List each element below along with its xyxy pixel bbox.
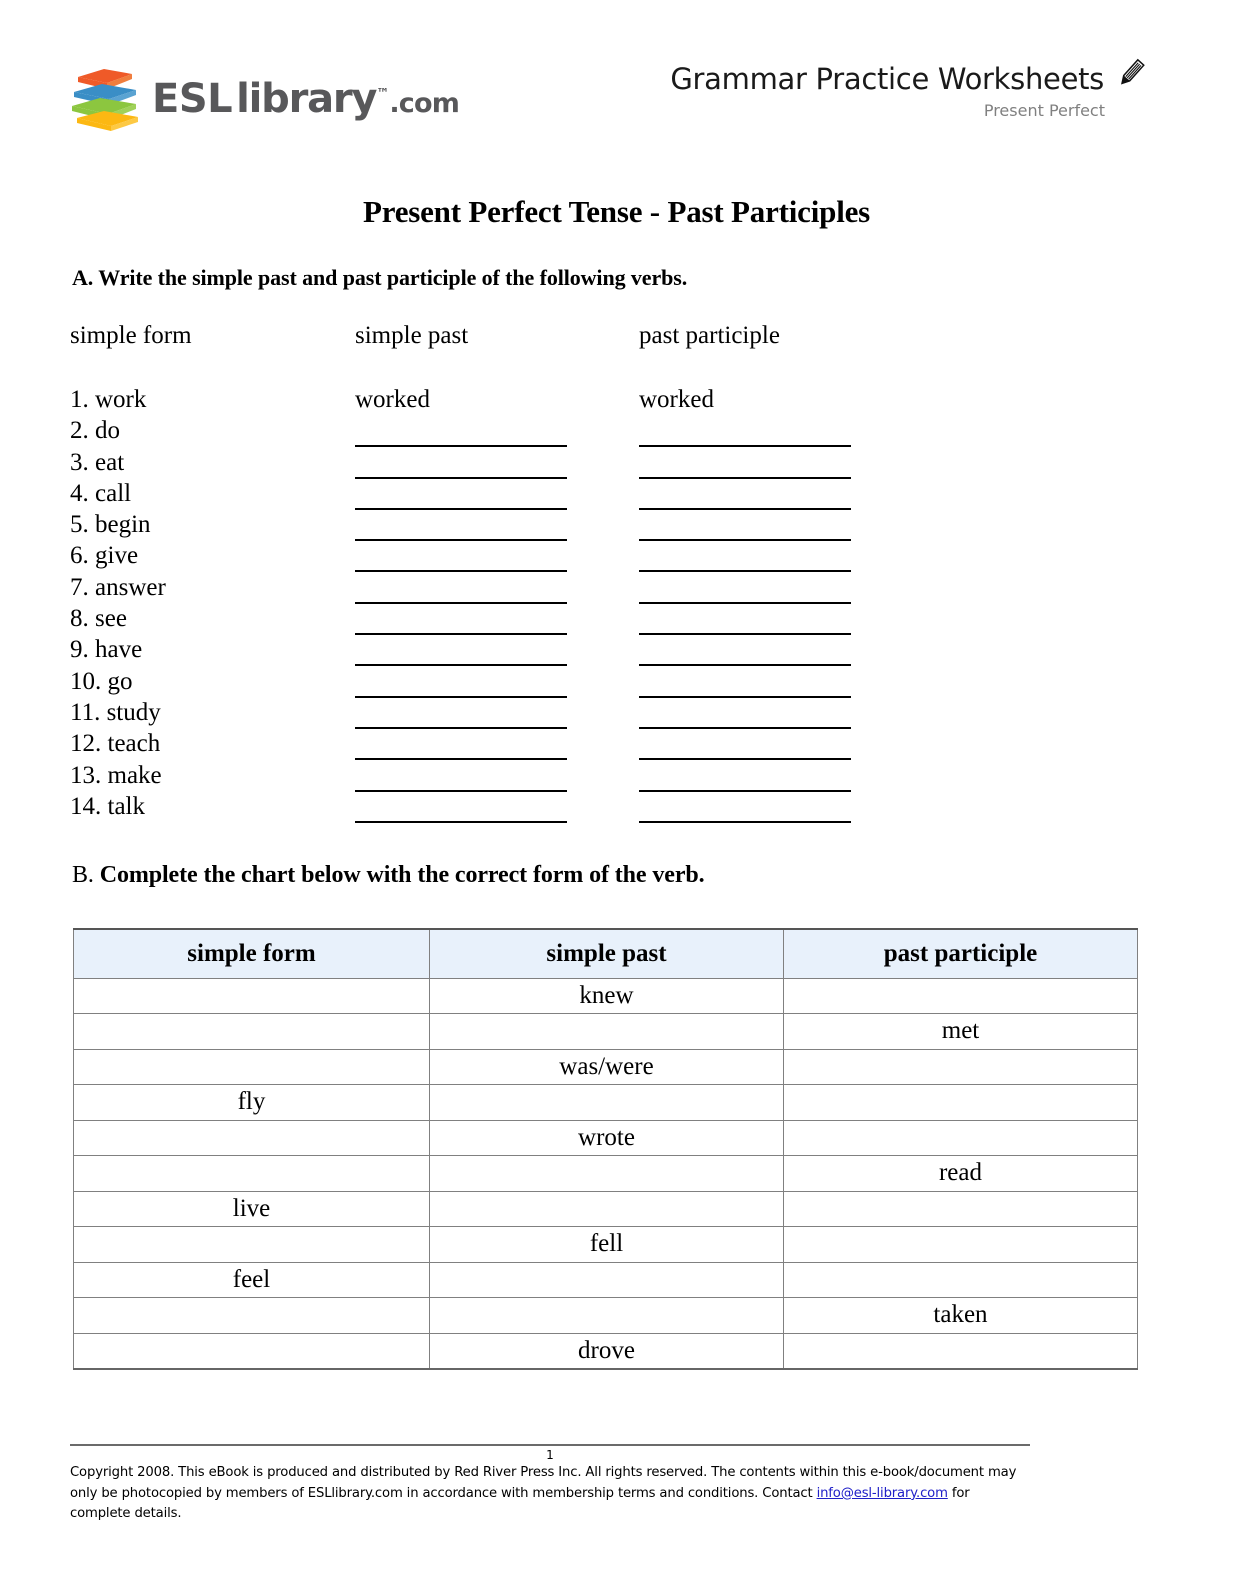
answer-blank-past-participle[interactable] (639, 445, 851, 447)
logo-wordmark (152, 76, 460, 122)
contact-email-link[interactable]: info@esl-library.com (816, 1485, 948, 1501)
cell-simple-form[interactable] (74, 1333, 430, 1369)
cell-simple-form[interactable] (74, 1156, 430, 1192)
page-number: 1 (546, 1448, 554, 1462)
table-header-simple-form: simple form (74, 929, 430, 978)
list-item (0, 793, 1233, 824)
list-item (0, 730, 1233, 761)
cell-simple-form[interactable] (74, 1227, 430, 1263)
list-item (0, 449, 1233, 480)
cell-past-participle[interactable]: read (784, 1156, 1138, 1192)
table-row (74, 1191, 1138, 1227)
table-row (74, 1120, 1138, 1156)
list-item (0, 480, 1233, 511)
cell-past-participle[interactable] (784, 1227, 1138, 1263)
section-b-chart (73, 928, 1137, 1370)
answer-blank-simple-past[interactable] (355, 821, 567, 823)
verb-word: call (95, 479, 132, 507)
cell-past-participle[interactable] (784, 1085, 1138, 1121)
cell-simple-past[interactable]: drove (430, 1333, 784, 1369)
page-footer (70, 1444, 1030, 1525)
verb-number: 11. (70, 698, 101, 726)
list-item (0, 542, 1233, 573)
page-title: Present Perfect Tense - Past Participles (362, 194, 871, 229)
stacked-books-icon (66, 60, 144, 132)
cell-simple-past[interactable]: fell (430, 1227, 784, 1263)
cell-simple-form[interactable]: feel (74, 1262, 430, 1298)
answer-blank-past-participle[interactable] (639, 508, 851, 510)
cell-past-participle[interactable]: taken (784, 1298, 1138, 1334)
verb-word: study (106, 698, 161, 726)
answer-blank-past-participle[interactable] (639, 664, 851, 666)
verb-word: work (95, 386, 147, 413)
verb-number: 13. (70, 761, 102, 789)
answer-blank-simple-past[interactable] (355, 758, 567, 760)
table-row (74, 1014, 1138, 1050)
cell-simple-form[interactable] (74, 1014, 430, 1050)
copyright-line-2-after: for complete details. (70, 1485, 970, 1522)
table-header-row (74, 929, 1138, 978)
cell-past-participle[interactable] (784, 1049, 1138, 1085)
esl-library-logo (66, 60, 459, 132)
header-title-block (670, 62, 1147, 120)
logo-text-dotcom: .com (389, 88, 460, 119)
copyright-line-1: Copyright 2008. This eBook is produced and distributed by Red River Press Inc. All rights reserved. The contents within this e-book/document may only be (70, 1465, 1017, 1501)
verb-number: 9. (70, 636, 89, 664)
table-row (74, 1049, 1138, 1085)
verb-number: 2. (70, 417, 89, 445)
answer-blank-simple-past[interactable] (355, 602, 567, 604)
list-item (0, 762, 1233, 793)
cell-past-participle[interactable] (784, 1191, 1138, 1227)
table-row (74, 1085, 1138, 1121)
cell-past-participle[interactable]: met (784, 1014, 1138, 1050)
header-subtitle: Present Perfect (983, 101, 1105, 120)
answer-simple-past: worked (355, 386, 430, 413)
verb-word: talk (107, 792, 145, 820)
answer-blank-simple-past[interactable] (355, 508, 567, 510)
cell-simple-form[interactable] (74, 1120, 430, 1156)
cell-simple-past[interactable]: wrote (430, 1120, 784, 1156)
cell-past-participle[interactable] (784, 1262, 1138, 1298)
page-header (0, 52, 1233, 152)
cell-simple-past[interactable] (430, 1014, 784, 1050)
cell-simple-form[interactable] (74, 978, 430, 1014)
table-row (74, 978, 1138, 1014)
column-header-simple-form: simple form (70, 322, 192, 349)
list-item (0, 386, 1233, 417)
verb-number: 3. (70, 448, 89, 476)
verb-word: have (95, 636, 143, 664)
verb-number: 8. (70, 605, 89, 633)
column-header-past-participle: past participle (639, 322, 780, 349)
cell-simple-past[interactable] (430, 1191, 784, 1227)
verb-word: answer (95, 573, 166, 601)
table-row (74, 1156, 1138, 1192)
section-a-heading: A. Write the simple past and past participle of the following verbs. (72, 265, 688, 290)
logo-text-library: library (236, 76, 377, 122)
section-a-verb-list (0, 386, 1233, 824)
answer-blank-simple-past[interactable] (355, 727, 567, 729)
cell-simple-form[interactable]: fly (74, 1085, 430, 1121)
answer-blank-simple-past[interactable] (355, 477, 567, 479)
answer-blank-simple-past[interactable] (355, 570, 567, 572)
verb-chart-table (73, 928, 1138, 1370)
table-row (74, 1333, 1138, 1369)
verb-word: go (107, 667, 133, 695)
table-row (74, 1227, 1138, 1263)
verb-word: give (95, 542, 139, 570)
logo-trademark: ™ (376, 86, 390, 102)
list-item (0, 417, 1233, 448)
answer-blank-past-participle[interactable] (639, 539, 851, 541)
column-header-simple-past: simple past (355, 322, 469, 349)
answer-blank-past-participle[interactable] (639, 790, 851, 792)
verb-number: 4. (70, 479, 89, 507)
answer-blank-past-participle[interactable] (639, 602, 851, 604)
answer-blank-past-participle[interactable] (639, 696, 851, 698)
section-b-text: Complete the chart below with the correct form of the verb. (99, 862, 705, 888)
section-b-heading (72, 862, 705, 889)
cell-past-participle[interactable] (784, 1333, 1138, 1369)
answer-blank-past-participle[interactable] (639, 477, 851, 479)
footer-divider (70, 1444, 1030, 1446)
answer-blank-simple-past[interactable] (355, 539, 567, 541)
verb-word: eat (95, 448, 125, 476)
verb-word: begin (95, 511, 151, 539)
verb-word: teach (107, 730, 161, 758)
cell-simple-past[interactable]: knew (430, 978, 784, 1014)
list-item (0, 574, 1233, 605)
answer-blank-past-participle[interactable] (639, 727, 851, 729)
header-title: Grammar Practice Worksheets (670, 61, 1104, 96)
answer-blank-simple-past[interactable] (355, 664, 567, 666)
verb-number: 10. (70, 667, 102, 695)
answer-blank-simple-past[interactable] (355, 633, 567, 635)
list-item (0, 699, 1233, 730)
cell-past-participle[interactable] (784, 1120, 1138, 1156)
verb-number: 6. (70, 542, 89, 570)
verb-number: 14. (70, 792, 102, 820)
list-item (0, 636, 1233, 667)
cell-simple-past[interactable] (430, 1156, 784, 1192)
cell-simple-past[interactable]: was/were (430, 1049, 784, 1085)
cell-simple-past[interactable] (430, 1085, 784, 1121)
list-item (0, 605, 1233, 636)
table-header-past-participle: past participle (784, 929, 1138, 978)
copyright-line-2-before: photocopied by members of ESLlibrary.com in accordance with membership terms and conditions. Contact (121, 1485, 817, 1501)
answer-blank-past-participle[interactable] (639, 821, 851, 823)
section-a-column-headers (0, 322, 1233, 356)
copyright-text (70, 1463, 1030, 1524)
answer-blank-past-participle[interactable] (639, 570, 851, 572)
verb-word: do (95, 417, 120, 445)
verb-number: 1. (70, 386, 89, 413)
cell-simple-form[interactable] (74, 1049, 430, 1085)
cell-simple-past[interactable] (430, 1262, 784, 1298)
answer-blank-simple-past[interactable] (355, 696, 567, 698)
logo-text-esl: ESL (152, 76, 233, 122)
cell-simple-form[interactable] (74, 1298, 430, 1334)
list-item (0, 511, 1233, 542)
cell-simple-form[interactable]: live (74, 1191, 430, 1227)
answer-blank-simple-past[interactable] (355, 790, 567, 792)
verb-number: 7. (70, 573, 89, 601)
answer-blank-past-participle[interactable] (639, 758, 851, 760)
answer-blank-past-participle[interactable] (639, 633, 851, 635)
answer-past-participle: worked (639, 386, 714, 413)
verb-word: make (107, 761, 162, 789)
list-item (0, 668, 1233, 699)
cell-past-participle[interactable] (784, 978, 1138, 1014)
pencil-icon (1113, 56, 1147, 90)
table-row (74, 1262, 1138, 1298)
table-header-simple-past: simple past (430, 929, 784, 978)
table-row (74, 1298, 1138, 1334)
verb-word: see (95, 605, 127, 633)
cell-simple-past[interactable] (430, 1298, 784, 1334)
verb-number: 5. (70, 511, 89, 539)
section-b-letter: B. (72, 862, 94, 888)
answer-blank-simple-past[interactable] (355, 445, 567, 447)
verb-number: 12. (70, 730, 102, 758)
